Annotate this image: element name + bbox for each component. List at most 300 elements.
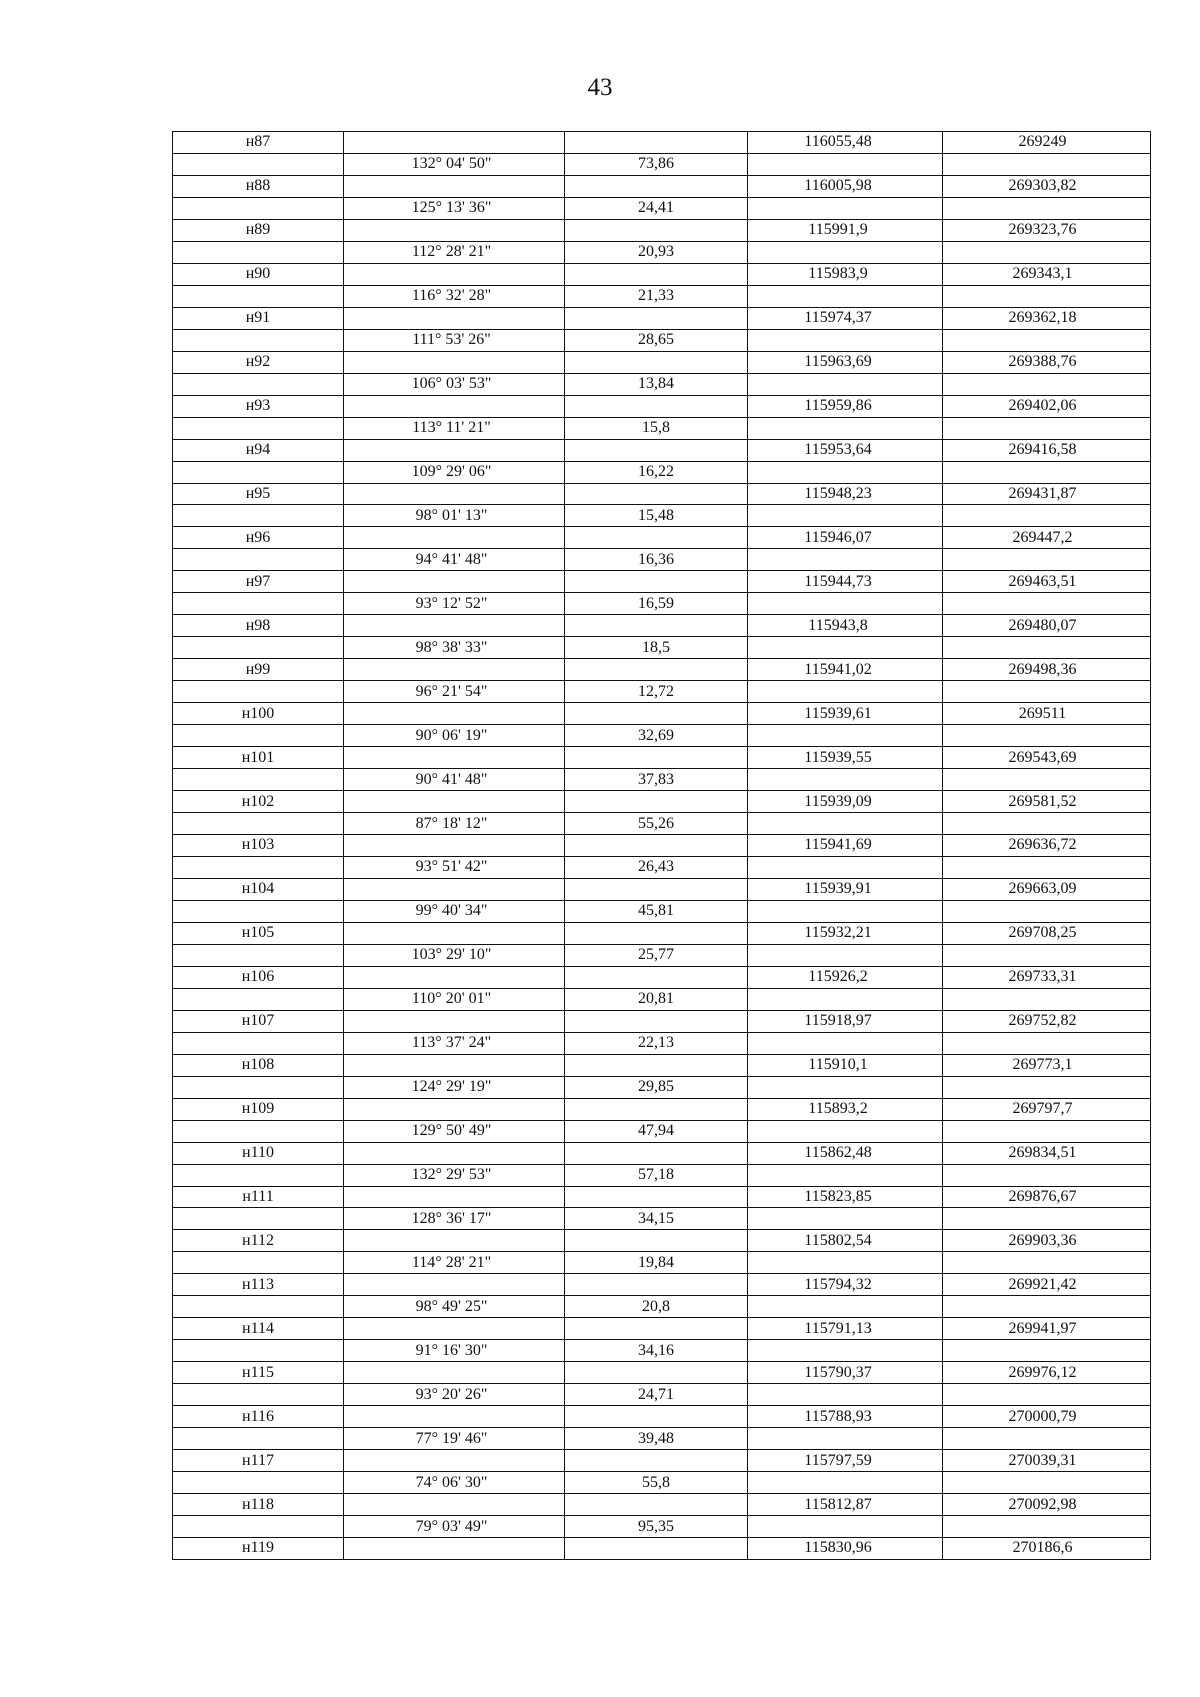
angle-cell: 110° 20' 01"	[344, 988, 565, 1010]
x-coordinate-cell	[748, 1384, 943, 1406]
y-coordinate-cell: 269636,72	[943, 835, 1151, 857]
segment-row	[173, 1252, 1151, 1274]
y-coordinate-cell	[943, 813, 1151, 835]
segment-row	[173, 285, 1151, 307]
segment-row	[173, 856, 1151, 878]
x-coordinate-cell	[748, 681, 943, 703]
point-row	[173, 835, 1151, 857]
y-coordinate-cell: 269876,67	[943, 1186, 1151, 1208]
point-cell: н102	[173, 791, 344, 813]
y-coordinate-cell	[943, 1076, 1151, 1098]
point-cell	[173, 1164, 344, 1186]
point-cell: н94	[173, 439, 344, 461]
point-row	[173, 615, 1151, 637]
angle-cell	[344, 791, 565, 813]
y-coordinate-cell: 269921,42	[943, 1274, 1151, 1296]
y-coordinate-cell	[943, 944, 1151, 966]
point-cell	[173, 681, 344, 703]
point-cell	[173, 593, 344, 615]
point-cell: н119	[173, 1538, 344, 1560]
x-coordinate-cell: 115953,64	[748, 439, 943, 461]
length-cell: 22,13	[565, 1032, 748, 1054]
angle-cell: 112° 28' 21"	[344, 241, 565, 263]
length-cell: 12,72	[565, 681, 748, 703]
length-cell: 29,85	[565, 1076, 748, 1098]
x-coordinate-cell: 115974,37	[748, 307, 943, 329]
segment-row	[173, 681, 1151, 703]
point-cell	[173, 637, 344, 659]
angle-cell	[344, 1010, 565, 1032]
angle-cell: 98° 38' 33"	[344, 637, 565, 659]
x-coordinate-cell	[748, 900, 943, 922]
angle-cell: 106° 03' 53"	[344, 373, 565, 395]
length-cell	[565, 571, 748, 593]
length-cell: 32,69	[565, 725, 748, 747]
point-cell	[173, 197, 344, 219]
x-coordinate-cell: 115939,61	[748, 703, 943, 725]
point-row	[173, 659, 1151, 681]
x-coordinate-cell	[748, 1164, 943, 1186]
x-coordinate-cell	[748, 1208, 943, 1230]
segment-row	[173, 813, 1151, 835]
angle-cell	[344, 571, 565, 593]
point-cell	[173, 461, 344, 483]
y-coordinate-cell	[943, 1032, 1151, 1054]
length-cell	[565, 922, 748, 944]
length-cell	[565, 615, 748, 637]
point-row	[173, 1010, 1151, 1032]
segment-row	[173, 197, 1151, 219]
point-cell	[173, 1516, 344, 1538]
angle-cell: 113° 11' 21"	[344, 417, 565, 439]
y-coordinate-cell	[943, 329, 1151, 351]
angle-cell	[344, 922, 565, 944]
x-coordinate-cell	[748, 153, 943, 175]
x-coordinate-cell: 115941,02	[748, 659, 943, 681]
y-coordinate-cell: 270186,6	[943, 1538, 1151, 1560]
angle-cell: 98° 49' 25"	[344, 1296, 565, 1318]
angle-cell	[344, 483, 565, 505]
angle-cell: 77° 19' 46"	[344, 1428, 565, 1450]
y-coordinate-cell: 269388,76	[943, 351, 1151, 373]
point-cell	[173, 1252, 344, 1274]
segment-row	[173, 1296, 1151, 1318]
point-cell: н97	[173, 571, 344, 593]
x-coordinate-cell	[748, 944, 943, 966]
length-cell: 13,84	[565, 373, 748, 395]
x-coordinate-cell: 115910,1	[748, 1054, 943, 1076]
x-coordinate-cell: 115983,9	[748, 263, 943, 285]
length-cell	[565, 395, 748, 417]
length-cell	[565, 219, 748, 241]
y-coordinate-cell	[943, 1428, 1151, 1450]
point-cell: н110	[173, 1142, 344, 1164]
point-cell	[173, 417, 344, 439]
length-cell	[565, 1538, 748, 1560]
length-cell: 18,5	[565, 637, 748, 659]
x-coordinate-cell: 115932,21	[748, 922, 943, 944]
angle-cell	[344, 132, 565, 154]
angle-cell: 90° 06' 19"	[344, 725, 565, 747]
y-coordinate-cell	[943, 769, 1151, 791]
angle-cell	[344, 1274, 565, 1296]
y-coordinate-cell	[943, 241, 1151, 263]
x-coordinate-cell: 116005,98	[748, 175, 943, 197]
coordinates-table	[172, 131, 1151, 1560]
y-coordinate-cell	[943, 505, 1151, 527]
point-cell: н88	[173, 175, 344, 197]
length-cell: 55,26	[565, 813, 748, 835]
point-cell	[173, 900, 344, 922]
y-coordinate-cell	[943, 681, 1151, 703]
angle-cell: 132° 29' 53"	[344, 1164, 565, 1186]
y-coordinate-cell: 269773,1	[943, 1054, 1151, 1076]
point-cell: н101	[173, 747, 344, 769]
segment-row	[173, 637, 1151, 659]
x-coordinate-cell	[748, 593, 943, 615]
segment-row	[173, 329, 1151, 351]
point-cell	[173, 944, 344, 966]
point-row	[173, 527, 1151, 549]
point-row	[173, 1098, 1151, 1120]
x-coordinate-cell	[748, 1296, 943, 1318]
point-cell: н91	[173, 307, 344, 329]
x-coordinate-cell: 115918,97	[748, 1010, 943, 1032]
point-cell: н118	[173, 1494, 344, 1516]
point-row	[173, 439, 1151, 461]
length-cell	[565, 1054, 748, 1076]
point-row	[173, 571, 1151, 593]
x-coordinate-cell	[748, 725, 943, 747]
y-coordinate-cell	[943, 373, 1151, 395]
length-cell	[565, 1230, 748, 1252]
point-cell: н116	[173, 1406, 344, 1428]
point-row	[173, 1230, 1151, 1252]
angle-cell	[344, 966, 565, 988]
length-cell: 16,36	[565, 549, 748, 571]
point-cell: н99	[173, 659, 344, 681]
y-coordinate-cell	[943, 1252, 1151, 1274]
coordinates-table-body	[173, 132, 1151, 1560]
point-cell: н92	[173, 351, 344, 373]
point-cell	[173, 285, 344, 307]
x-coordinate-cell: 115959,86	[748, 395, 943, 417]
angle-cell	[344, 835, 565, 857]
angle-cell	[344, 1494, 565, 1516]
point-row	[173, 791, 1151, 813]
angle-cell: 96° 21' 54"	[344, 681, 565, 703]
length-cell: 47,94	[565, 1120, 748, 1142]
length-cell: 73,86	[565, 153, 748, 175]
point-cell: н95	[173, 483, 344, 505]
length-cell	[565, 439, 748, 461]
segment-row	[173, 1472, 1151, 1494]
length-cell: 20,93	[565, 241, 748, 263]
angle-cell	[344, 175, 565, 197]
point-cell: н103	[173, 835, 344, 857]
point-row	[173, 1494, 1151, 1516]
length-cell	[565, 307, 748, 329]
angle-cell	[344, 747, 565, 769]
length-cell	[565, 1274, 748, 1296]
x-coordinate-cell	[748, 505, 943, 527]
y-coordinate-cell: 269941,97	[943, 1318, 1151, 1340]
point-row	[173, 307, 1151, 329]
point-cell	[173, 241, 344, 263]
point-cell	[173, 1032, 344, 1054]
angle-cell: 94° 41' 48"	[344, 549, 565, 571]
length-cell	[565, 966, 748, 988]
length-cell	[565, 659, 748, 681]
point-cell	[173, 1428, 344, 1450]
length-cell	[565, 1186, 748, 1208]
point-cell: н89	[173, 219, 344, 241]
angle-cell: 99° 40' 34"	[344, 900, 565, 922]
y-coordinate-cell: 270039,31	[943, 1450, 1151, 1472]
angle-cell: 93° 20' 26"	[344, 1384, 565, 1406]
angle-cell: 90° 41' 48"	[344, 769, 565, 791]
angle-cell	[344, 1098, 565, 1120]
y-coordinate-cell: 269498,36	[943, 659, 1151, 681]
point-row	[173, 175, 1151, 197]
y-coordinate-cell: 269323,76	[943, 219, 1151, 241]
y-coordinate-cell	[943, 417, 1151, 439]
y-coordinate-cell	[943, 725, 1151, 747]
length-cell: 19,84	[565, 1252, 748, 1274]
y-coordinate-cell: 269581,52	[943, 791, 1151, 813]
point-cell: н90	[173, 263, 344, 285]
segment-row	[173, 1164, 1151, 1186]
x-coordinate-cell	[748, 856, 943, 878]
x-coordinate-cell	[748, 1428, 943, 1450]
segment-row	[173, 900, 1151, 922]
segment-row	[173, 1076, 1151, 1098]
point-row	[173, 922, 1151, 944]
segment-row	[173, 1208, 1151, 1230]
x-coordinate-cell: 115812,87	[748, 1494, 943, 1516]
point-row	[173, 1318, 1151, 1340]
y-coordinate-cell: 269362,18	[943, 307, 1151, 329]
angle-cell	[344, 527, 565, 549]
length-cell: 45,81	[565, 900, 748, 922]
point-cell: н114	[173, 1318, 344, 1340]
point-cell: н93	[173, 395, 344, 417]
length-cell: 37,83	[565, 769, 748, 791]
point-cell: н107	[173, 1010, 344, 1032]
angle-cell	[344, 219, 565, 241]
point-cell	[173, 1208, 344, 1230]
x-coordinate-cell	[748, 1516, 943, 1538]
y-coordinate-cell: 269976,12	[943, 1362, 1151, 1384]
point-cell	[173, 1384, 344, 1406]
y-coordinate-cell	[943, 1340, 1151, 1362]
angle-cell	[344, 351, 565, 373]
point-cell	[173, 813, 344, 835]
segment-row	[173, 241, 1151, 263]
point-row	[173, 966, 1151, 988]
length-cell: 15,8	[565, 417, 748, 439]
angle-cell	[344, 1406, 565, 1428]
angle-cell: 116° 32' 28"	[344, 285, 565, 307]
y-coordinate-cell	[943, 1208, 1151, 1230]
length-cell: 20,8	[565, 1296, 748, 1318]
point-cell: н105	[173, 922, 344, 944]
point-row	[173, 747, 1151, 769]
point-cell: н104	[173, 878, 344, 900]
angle-cell: 129° 50' 49"	[344, 1120, 565, 1142]
x-coordinate-cell	[748, 329, 943, 351]
x-coordinate-cell	[748, 1252, 943, 1274]
segment-row	[173, 1384, 1151, 1406]
x-coordinate-cell: 115939,55	[748, 747, 943, 769]
angle-cell: 74° 06' 30"	[344, 1472, 565, 1494]
angle-cell: 113° 37' 24"	[344, 1032, 565, 1054]
angle-cell	[344, 659, 565, 681]
angle-cell	[344, 1450, 565, 1472]
point-row	[173, 1406, 1151, 1428]
point-cell: н109	[173, 1098, 344, 1120]
length-cell	[565, 878, 748, 900]
point-row	[173, 1186, 1151, 1208]
point-cell	[173, 769, 344, 791]
angle-cell: 114° 28' 21"	[344, 1252, 565, 1274]
length-cell	[565, 1318, 748, 1340]
x-coordinate-cell: 115941,69	[748, 835, 943, 857]
angle-cell	[344, 307, 565, 329]
y-coordinate-cell: 269343,1	[943, 263, 1151, 285]
x-coordinate-cell	[748, 241, 943, 263]
point-cell: н117	[173, 1450, 344, 1472]
point-row	[173, 1142, 1151, 1164]
length-cell	[565, 1010, 748, 1032]
x-coordinate-cell: 115802,54	[748, 1230, 943, 1252]
y-coordinate-cell: 270092,98	[943, 1494, 1151, 1516]
angle-cell: 111° 53' 26"	[344, 329, 565, 351]
point-row	[173, 483, 1151, 505]
angle-cell	[344, 703, 565, 725]
length-cell: 16,59	[565, 593, 748, 615]
y-coordinate-cell: 269733,31	[943, 966, 1151, 988]
y-coordinate-cell: 269752,82	[943, 1010, 1151, 1032]
point-cell	[173, 153, 344, 175]
angle-cell	[344, 1054, 565, 1076]
length-cell	[565, 1362, 748, 1384]
length-cell: 57,18	[565, 1164, 748, 1186]
point-row	[173, 1054, 1151, 1076]
y-coordinate-cell: 269543,69	[943, 747, 1151, 769]
length-cell	[565, 132, 748, 154]
segment-row	[173, 153, 1151, 175]
x-coordinate-cell	[748, 1340, 943, 1362]
length-cell	[565, 1494, 748, 1516]
point-cell	[173, 725, 344, 747]
segment-row	[173, 417, 1151, 439]
x-coordinate-cell: 115790,37	[748, 1362, 943, 1384]
point-cell	[173, 505, 344, 527]
length-cell: 16,22	[565, 461, 748, 483]
angle-cell: 93° 51' 42"	[344, 856, 565, 878]
angle-cell	[344, 615, 565, 637]
y-coordinate-cell: 269249	[943, 132, 1151, 154]
angle-cell: 124° 29' 19"	[344, 1076, 565, 1098]
y-coordinate-cell: 269480,07	[943, 615, 1151, 637]
point-cell	[173, 373, 344, 395]
x-coordinate-cell	[748, 988, 943, 1010]
length-cell: 26,43	[565, 856, 748, 878]
point-cell	[173, 329, 344, 351]
angle-cell	[344, 395, 565, 417]
point-row	[173, 1450, 1151, 1472]
y-coordinate-cell: 270000,79	[943, 1406, 1151, 1428]
point-cell	[173, 988, 344, 1010]
point-row	[173, 263, 1151, 285]
angle-cell: 87° 18' 12"	[344, 813, 565, 835]
x-coordinate-cell: 116055,48	[748, 132, 943, 154]
point-row	[173, 878, 1151, 900]
y-coordinate-cell	[943, 1516, 1151, 1538]
point-row	[173, 395, 1151, 417]
x-coordinate-cell	[748, 637, 943, 659]
x-coordinate-cell: 115788,93	[748, 1406, 943, 1428]
segment-row	[173, 505, 1151, 527]
y-coordinate-cell: 269511	[943, 703, 1151, 725]
y-coordinate-cell: 269402,06	[943, 395, 1151, 417]
point-row	[173, 1362, 1151, 1384]
page-number: 43	[587, 74, 613, 101]
point-cell: н100	[173, 703, 344, 725]
point-cell: н87	[173, 132, 344, 154]
x-coordinate-cell: 115946,07	[748, 527, 943, 549]
segment-row	[173, 769, 1151, 791]
length-cell: 21,33	[565, 285, 748, 307]
y-coordinate-cell	[943, 1472, 1151, 1494]
point-cell	[173, 1472, 344, 1494]
angle-cell	[344, 1538, 565, 1560]
point-cell: н108	[173, 1054, 344, 1076]
point-cell	[173, 1340, 344, 1362]
x-coordinate-cell: 115862,48	[748, 1142, 943, 1164]
point-cell: н113	[173, 1274, 344, 1296]
point-row	[173, 132, 1151, 154]
angle-cell	[344, 263, 565, 285]
length-cell	[565, 263, 748, 285]
y-coordinate-cell	[943, 637, 1151, 659]
point-cell: н111	[173, 1186, 344, 1208]
point-cell: н98	[173, 615, 344, 637]
point-cell	[173, 1296, 344, 1318]
y-coordinate-cell	[943, 197, 1151, 219]
y-coordinate-cell: 269303,82	[943, 175, 1151, 197]
point-cell: н106	[173, 966, 344, 988]
x-coordinate-cell	[748, 549, 943, 571]
angle-cell	[344, 1362, 565, 1384]
point-cell: н112	[173, 1230, 344, 1252]
x-coordinate-cell: 115943,8	[748, 615, 943, 637]
angle-cell: 91° 16' 30"	[344, 1340, 565, 1362]
length-cell	[565, 527, 748, 549]
y-coordinate-cell	[943, 549, 1151, 571]
point-cell: н115	[173, 1362, 344, 1384]
x-coordinate-cell: 115893,2	[748, 1098, 943, 1120]
x-coordinate-cell	[748, 197, 943, 219]
x-coordinate-cell	[748, 1472, 943, 1494]
angle-cell: 128° 36' 17"	[344, 1208, 565, 1230]
y-coordinate-cell: 269797,7	[943, 1098, 1151, 1120]
y-coordinate-cell	[943, 856, 1151, 878]
x-coordinate-cell: 115944,73	[748, 571, 943, 593]
angle-cell: 132° 04' 50"	[344, 153, 565, 175]
x-coordinate-cell: 115939,09	[748, 791, 943, 813]
